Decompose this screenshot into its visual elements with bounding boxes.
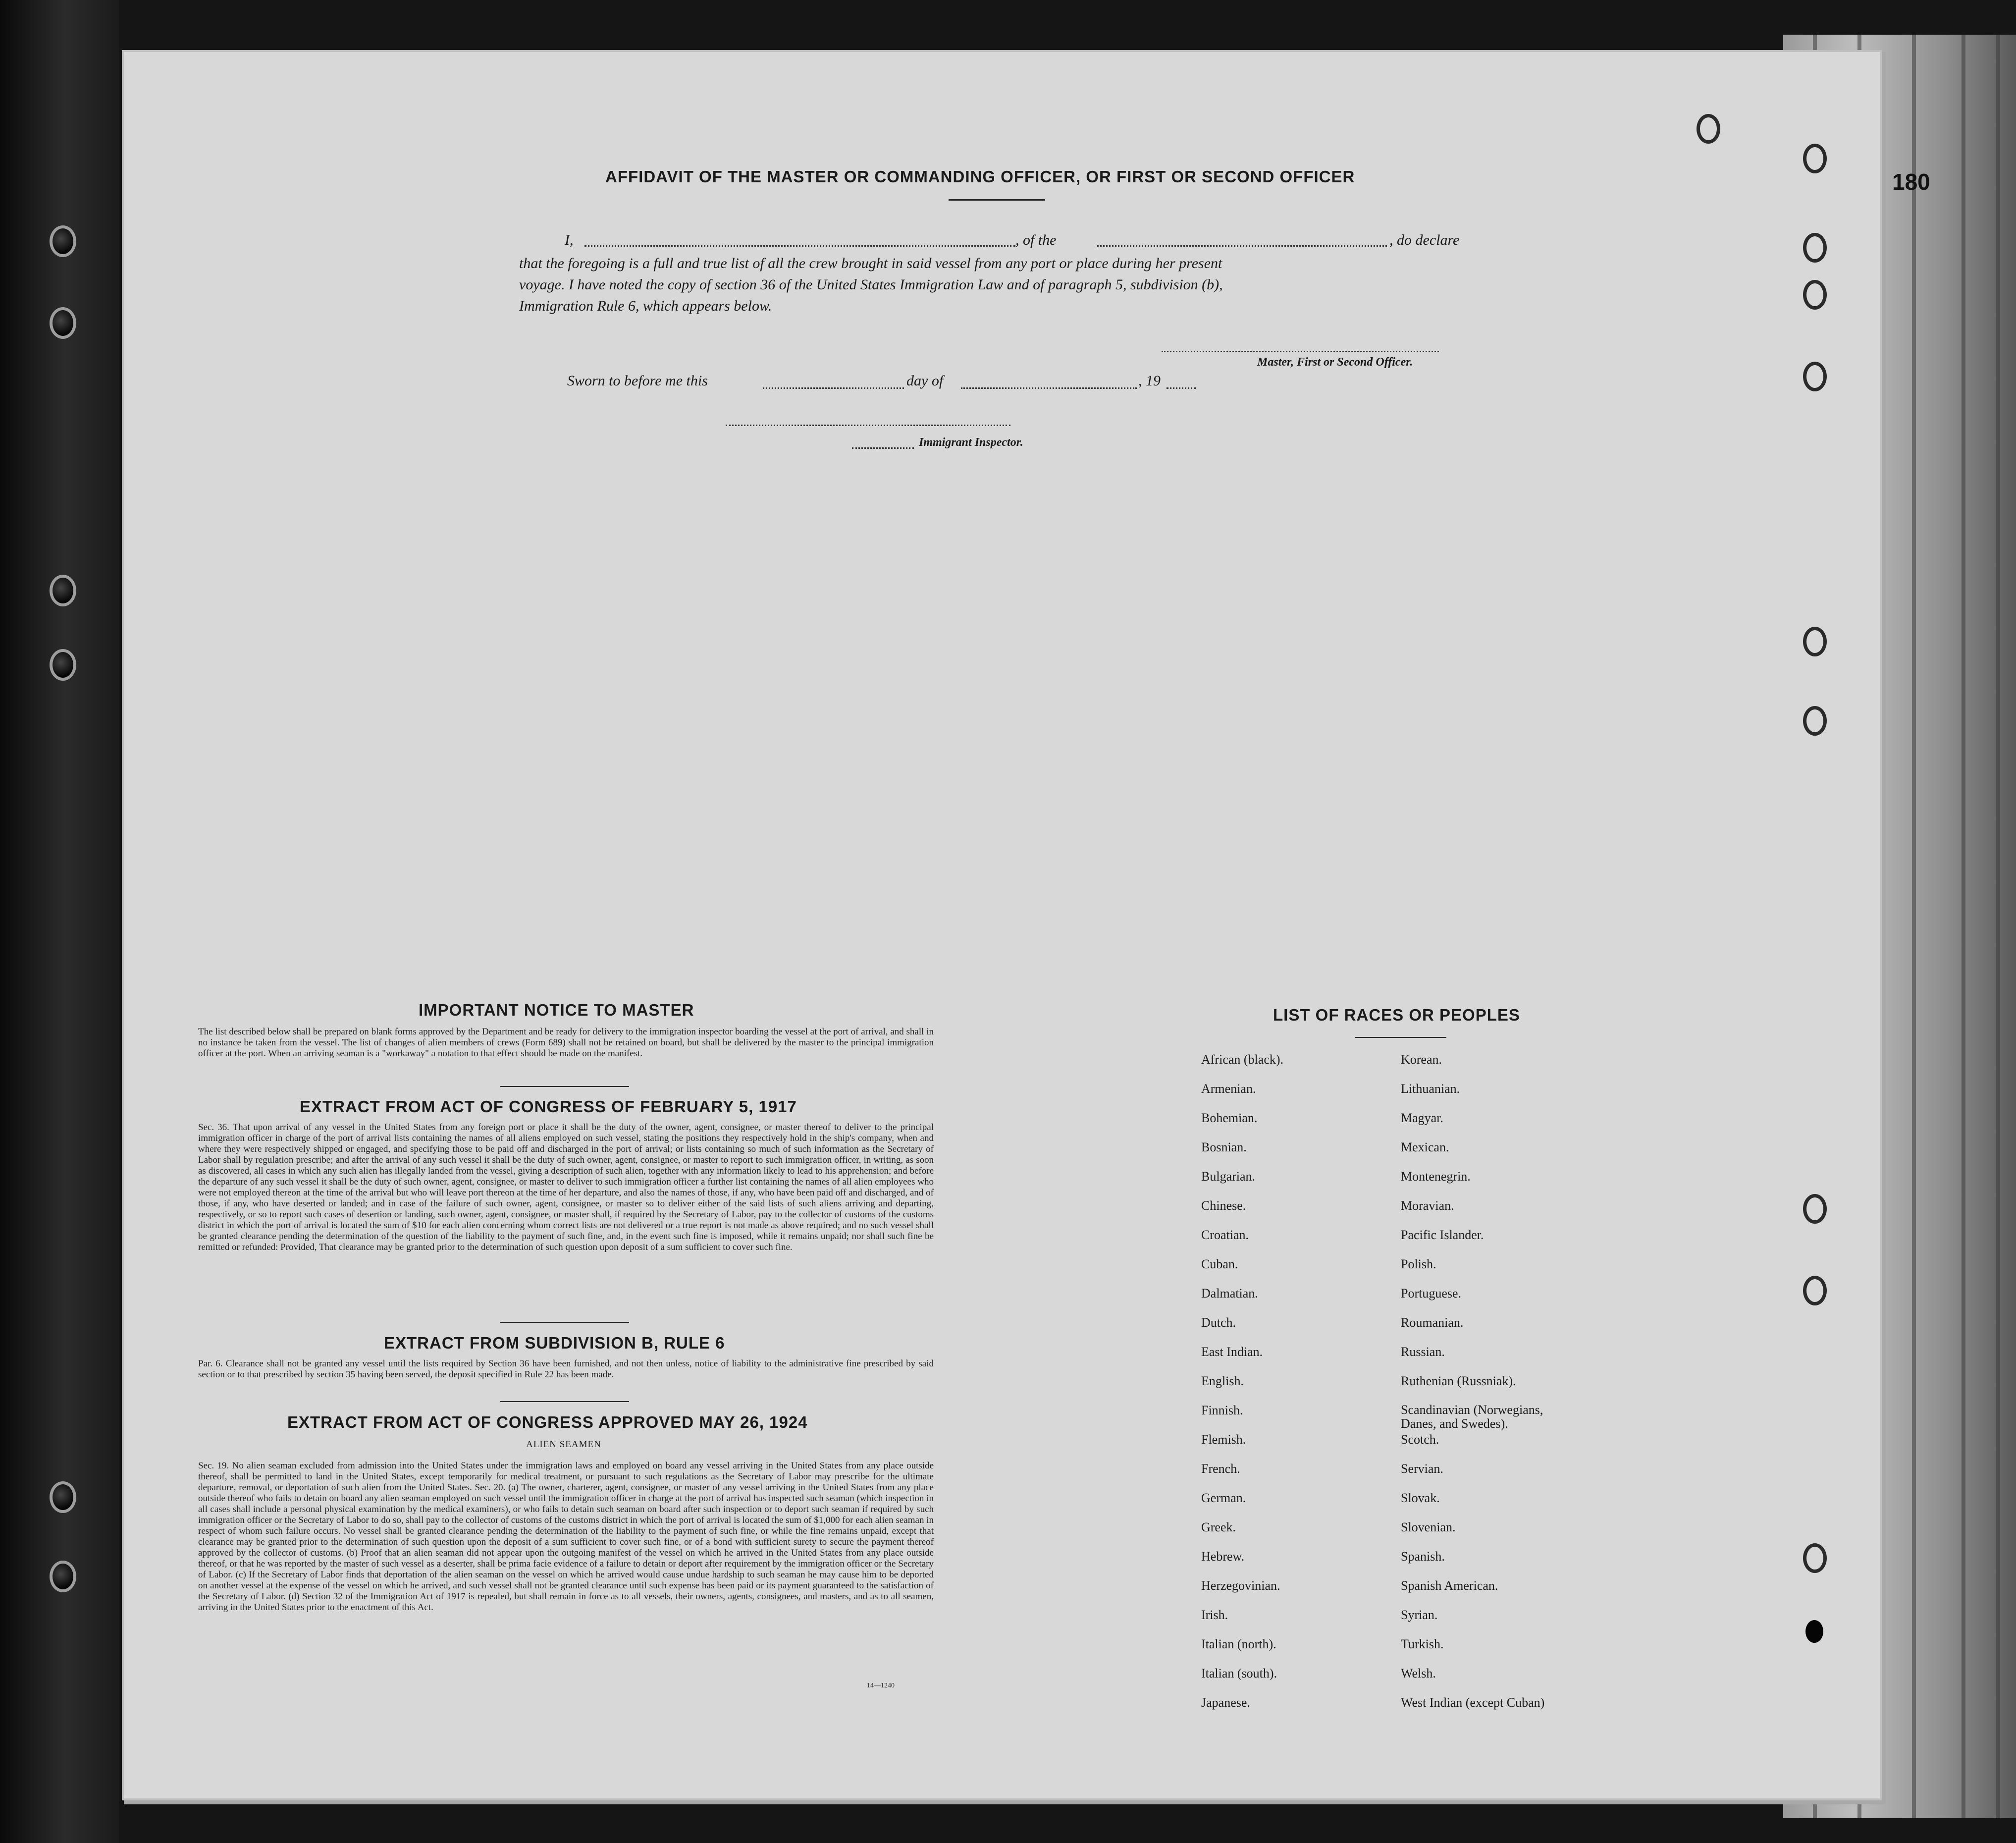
notice-body: The list described below shall be prepared on blank forms approved by the Department and be ready for delivery to the immigration inspector boarding the vessel at the port of arrival, and shall in no instance be taken from the vessel. The list of changes of alien members of crews (Form 689) shall not be retained on board, but shall be delivered by the master to the principal immigration officer at the port. When an arriving seaman is a "workaway" a notation to that effect should be made on the manifest. <box>198 1027 934 1059</box>
sworn-month-line <box>961 387 1137 389</box>
race-item: Flemish. <box>1201 1432 1246 1447</box>
race-item: Italian (south). <box>1201 1666 1277 1680</box>
sworn-text: Sworn to before me this <box>567 373 708 389</box>
declaration-do-declare: , do declare <box>1389 232 1460 248</box>
race-item: Dutch. <box>1201 1315 1236 1330</box>
race-item: Welsh. <box>1401 1666 1436 1680</box>
race-item: Turkish. <box>1401 1637 1444 1651</box>
title-rule <box>949 199 1045 201</box>
extract-1924-body: Sec. 19. No alien seaman excluded from admission into the United States under the immigration laws and employed on board any vessel arriving in the United States from any place outside thereof, shall be permitted to land in the United States, except temporarily for medical treatment, or pursuant to such regulations as the Secretary of Labor may prescribe for the ultimate departure, removal, or deportation of such alien from the United States. Sec. 20. (a) The owner, charterer, agent, consignee, or master of any vessel arriving in the United States from any place outside thereof who fails to detain on board any alien seaman employed on such vessel until the immigration officer in charge at the port of arrival has inspected such seaman (which inspection in all cases shall include a personal physical examination by the medical examiners), or who fails to detain such seaman on board after such inspection or to deport such seaman if required by such immigration officer or the Secretary of Labor to do so, shall pay to the collector of customs of the customs district in which the port of arrival is located the sum of $1,000 for each alien seaman in respect of whom such failure occurs. No vessel shall be granted clearance pending the determination of the liability to the payment of such fine, or while the fine remains unpaid, except that clearance may be granted prior to the determination of such question upon the deposit of a sum sufficient to cover such fine, or of a bond with sufficient surety to secure the payment thereof approved by the collector of customs. (b) Proof that an alien seaman did not appear upon the outgoing manifest of the vessel on which he arrived in the United States from any place outside thereof, or that he was reported by the master of such vessel as a deserter, shall be prima facie evidence of a failure to detain or deport after requirement by the immigration officer or the Secretary of Labor. (c) If the Secretary of Labor finds that deportation of the alien seaman on the vessel on which he arrived would cause undue hardship to such seaman he may cause him to be deported on another vessel at the expense of the vessel on which he arrived, and such vessel shall not be granted clearance until such expense has been paid or its payment guaranteed to the satisfaction of the Secretary of Labor. (d) Section 32 of the Immigration Act of 1917 is repealed, but shall remain in force as to all vessels, their owners, agents, consignees, and masters, and as to all seamen, arriving in the United States prior to the enactment of this Act. <box>198 1461 934 1613</box>
race-item: Greek. <box>1201 1520 1236 1534</box>
race-item: Italian (north). <box>1201 1637 1276 1651</box>
form-number: 14—1240 <box>867 1682 895 1689</box>
punch-hole <box>1803 280 1827 310</box>
race-item: Bulgarian. <box>1201 1169 1256 1184</box>
race-item: Slovak. <box>1401 1491 1440 1505</box>
declaration-line-2: that the foregoing is a full and true list of all the crew brought in said vessel from any port or place during her present <box>519 255 1222 271</box>
punch-hole <box>1803 144 1827 173</box>
race-item: Magyar. <box>1401 1111 1443 1125</box>
punch-hole <box>1803 233 1827 263</box>
race-item: French. <box>1201 1462 1240 1476</box>
extract-rule6-body: Par. 6. Clearance shall not be granted any vessel until the lists required by Section 36 have been furnished, and not then unless, notice of liability to the administrative fine prescribed by said section or to that prescribed by section 35 having been served, the deposit specified in Rule 22 has been made. <box>198 1358 934 1380</box>
race-item: Herzegovinian. <box>1201 1578 1280 1593</box>
divider <box>500 1322 629 1323</box>
race-item: Dalmatian. <box>1201 1286 1258 1301</box>
race-item: Russian. <box>1401 1345 1445 1359</box>
race-item: Bohemian. <box>1201 1111 1258 1125</box>
race-item: Scandinavian (Norwegians, Danes, and Swedes). <box>1401 1403 1543 1431</box>
extract-1924-title: EXTRACT FROM ACT OF CONGRESS APPROVED MAY 26, 1924 <box>287 1413 808 1431</box>
signature-line <box>1162 351 1439 352</box>
binder-hole <box>50 225 76 257</box>
race-item: Cuban. <box>1201 1257 1238 1271</box>
extract-rule6-title: EXTRACT FROM SUBDIVISION B, RULE 6 <box>384 1334 725 1352</box>
declaration-i: I, <box>565 232 574 248</box>
punch-hole <box>1803 1276 1827 1305</box>
name-line <box>584 245 1015 247</box>
races-left-column <box>1201 1052 1283 1725</box>
races-title-rule <box>1355 1037 1446 1038</box>
notice-title: IMPORTANT NOTICE TO MASTER <box>419 1001 694 1019</box>
race-item: Mexican. <box>1401 1140 1449 1154</box>
binder-hole <box>50 1481 76 1513</box>
vessel-line <box>1097 245 1387 247</box>
race-item: West Indian (except Cuban) <box>1401 1695 1545 1710</box>
punch-hole <box>1805 1620 1823 1643</box>
race-item: Slovenian. <box>1401 1520 1456 1534</box>
punch-hole <box>1697 114 1720 144</box>
race-item: Irish. <box>1201 1608 1228 1622</box>
signature-label: Master, First or Second Officer. <box>1257 356 1413 369</box>
race-item: Scotch. <box>1401 1432 1439 1447</box>
sworn-day-of: day of <box>906 373 944 389</box>
races-right-column <box>1401 1052 1564 1725</box>
race-item: African (black). <box>1201 1052 1284 1067</box>
race-item: Pacific Islander. <box>1401 1228 1484 1242</box>
sworn-day-line <box>763 387 904 389</box>
sworn-year: , 19 <box>1138 373 1161 389</box>
punch-hole <box>1803 1543 1827 1573</box>
extract-1917-body: Sec. 36. That upon arrival of any vessel in the United States from any foreign port or place it shall be the duty of the owner, agent, consignee, or master thereof to deliver to the principal immigration officer in charge of the port of arrival lists containing the names of all aliens employed on such vessel, stating the positions they respectively hold in the ship's company, when and where they were respectively shipped or engaged, and specifying those to be paid off and discharged in the port of arrival; or lists containing so much of such information as the Secretary of Labor shall by regulation prescribe; and after the arrival of any such vessel it shall be the duty of such owner, agent, consignee, or master to report to such immigration officer, in writing, as soon as discovered, all cases in which any such alien has illegally landed from the vessel, giving a description of such alien, together with any information likely to lead to his apprehension; and before the departure of any such vessel it shall be the duty of such owner, agent, consignee, or master to deliver to such immigration officer a further list containing the names of all alien employees who were not employed thereon at the time of the arrival but who will leave port thereon at the time of her departure, and also the names of those, if any, who have been paid off and discharged, and of those, if any, who have deserted or landed; and in case of the failure of such owner, agent, consignee, or master so to deliver either of the said lists of such aliens arriving and departing, respectively, or so to report such cases of desertion or landing, such owner, agent, consignee, or master shall, if required by the Secretary of Labor, pay to the collector of customs of the customs district in which the port of arrival is located the sum of $10 for each alien concerning whom correct lists are not delivered or a true report is not made as above required; and no such vessel shall be granted clearance pending the determination of the question of the liability to the payment of such fine, and, in the event such fine is imposed, while it remains unpaid; nor shall such fine be remitted or refunded: Provided, That clearance may be granted prior to the determination of such question upon deposit of a sum sufficient to cover such fine. <box>198 1122 934 1252</box>
race-item: Syrian. <box>1401 1608 1438 1622</box>
race-item: Spanish. <box>1401 1549 1445 1564</box>
declaration-of-the: , of the <box>1015 232 1057 248</box>
extract-1917-title: EXTRACT FROM ACT OF CONGRESS OF FEBRUARY 5, 1917 <box>300 1097 797 1116</box>
binder-hole <box>50 649 76 681</box>
sworn-year-line <box>1167 387 1196 389</box>
race-item: Servian. <box>1401 1462 1443 1476</box>
race-item: East Indian. <box>1201 1345 1263 1359</box>
race-item: Montenegrin. <box>1401 1169 1471 1184</box>
divider <box>500 1086 629 1087</box>
race-item: Roumanian. <box>1401 1315 1464 1330</box>
inspector-label: Immigrant Inspector. <box>919 436 1023 449</box>
race-item: Polish. <box>1401 1257 1436 1271</box>
extract-1924-subtitle: ALIEN SEAMEN <box>526 1439 601 1450</box>
race-item: Hebrew. <box>1201 1549 1245 1564</box>
punch-hole <box>1803 362 1827 391</box>
binder-hole <box>50 1561 76 1592</box>
race-item: Armenian. <box>1201 1082 1256 1096</box>
divider <box>500 1401 629 1402</box>
inspector-line <box>726 425 1010 426</box>
race-item: Bosnian. <box>1201 1140 1247 1154</box>
punch-hole <box>1803 627 1827 656</box>
affidavit-title: AFFIDAVIT OF THE MASTER OR COMMANDING OFFICER, OR FIRST OR SECOND OFFICER <box>605 167 1355 186</box>
race-item: Korean. <box>1401 1052 1442 1067</box>
race-item: English. <box>1201 1374 1244 1388</box>
race-item: Japanese. <box>1201 1695 1250 1710</box>
race-item: Portuguese. <box>1401 1286 1462 1301</box>
declaration-line-4: Immigration Rule 6, which appears below. <box>519 298 772 314</box>
race-item: German. <box>1201 1491 1246 1505</box>
binder-hole <box>50 575 76 606</box>
declaration-line-3: voyage. I have noted the copy of section 36 of the United States Immigration Law and of paragraph 5, subdivision (b), <box>519 276 1223 293</box>
race-item: Moravian. <box>1401 1198 1454 1213</box>
race-item: Spanish American. <box>1401 1578 1498 1593</box>
race-item: Lithuanian. <box>1401 1082 1460 1096</box>
page-number: 180 <box>1892 169 1930 195</box>
inspector-prefix-line <box>852 447 914 449</box>
race-item: Finnish. <box>1201 1403 1243 1417</box>
punch-hole <box>1803 1194 1827 1224</box>
race-item: Chinese. <box>1201 1198 1246 1213</box>
race-item: Ruthenian (Russniak). <box>1401 1374 1516 1388</box>
race-item: Croatian. <box>1201 1228 1249 1242</box>
races-title: LIST OF RACES OR PEOPLES <box>1273 1006 1520 1024</box>
binder-hole <box>50 307 76 339</box>
punch-hole <box>1803 706 1827 736</box>
